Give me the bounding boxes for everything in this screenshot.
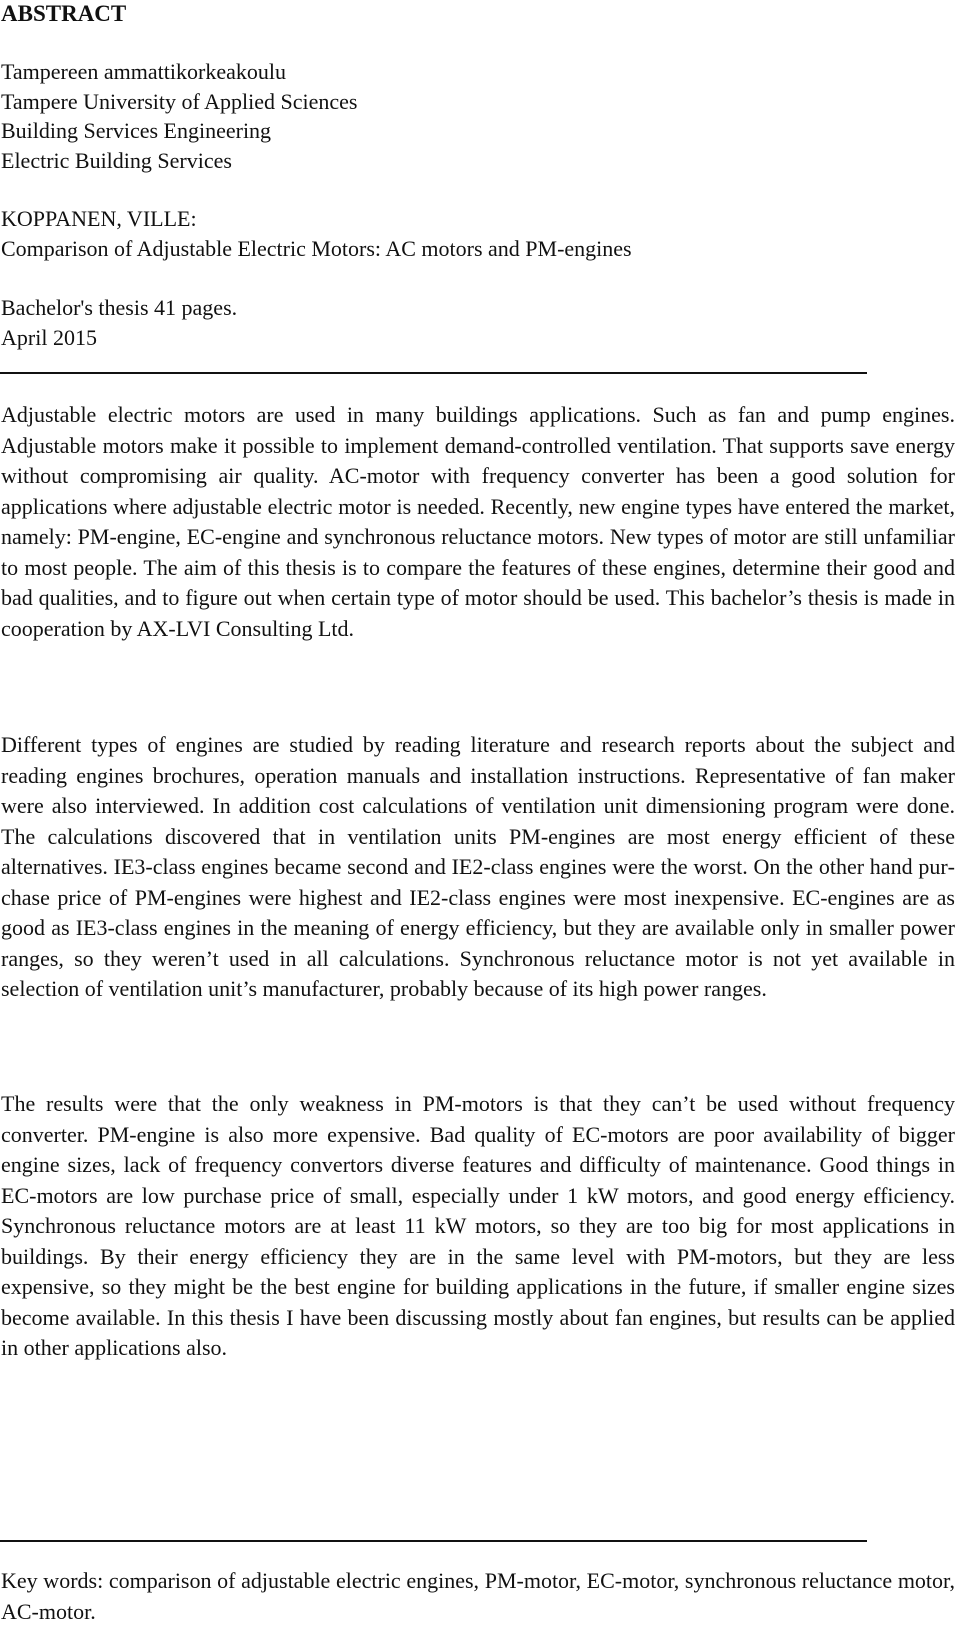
thesis-title: Comparison of Adjustable Electric Motors: AC motors and PM-engines bbox=[1, 235, 632, 261]
author-title-block bbox=[1, 204, 632, 263]
institution-name-en: Tampere University of Applied Sciences bbox=[1, 88, 358, 114]
institution-block bbox=[1, 57, 357, 175]
degree-programme: Building Services Engineering bbox=[1, 118, 272, 143]
option-name: Electric Building Services bbox=[1, 147, 232, 173]
institution-name-fi: Tampereen ammattikorkeakoulu bbox=[1, 59, 286, 84]
abstract-paragraph-1: Adjustable electric motors are used in many buildings applications. Such as fan and pump engines. Adjustable motors make it possible to implement demand-controlled ventilation. That supports save energy without compromising air quality. AC-motor with frequency converter has been a good solution for applications where adjustable electric motor is needed. Recently, new engine types have entered the market, namely: PM-engine, EC-engine and synchronous reluctance motors. New types of motor are still unfamiliar to most people. The aim of this thesis is to compare the features of these engines, determine their good and bad qualities, and to figure out when certain type of motor should be used. This bachelor’s thesis is made in cooperation by AX-LVI Consulting Ltd. bbox=[1, 402, 955, 641]
top-divider bbox=[0, 372, 867, 374]
keywords: Key words: comparison of adjustable electric engines, PM-motor, EC-motor, synchronous reluctance motor, AC-motor. bbox=[1, 1568, 955, 1624]
abstract-heading: ABSTRACT bbox=[1, 1, 127, 26]
bottom-divider bbox=[0, 1540, 867, 1542]
abstract-paragraph-2: Different types of engines are studied by reading literature and research reports about the subject and reading engines brochures, operation manuals and installation instructions. Representative of fan maker were also interviewed. In addition cost calculations of ventilation unit dimensioning program were done. The calculations discovered that in ventilation units PM-engines are most energy efficient of these alternatives. IE3-class engines became second and IE2-class engines were the worst. On the other hand purchase price of PM-engines were highest and IE2-class engines were most inexpensive. EC-engines are as good as IE3-class engines in the meaning of energy efficiency, but they are available only in smaller power ranges, so they weren’t used in all calculations. Synchronous reluctance motor is not yet available in selection of ventilation unit’s manufacturer, probably because of its high power ranges. bbox=[1, 732, 955, 1001]
author-name: KOPPANEN, VILLE: bbox=[1, 206, 197, 231]
thesis-date: April 2015 bbox=[1, 324, 97, 350]
abstract-paragraph-3: The results were that the only weakness in PM-motors is that they can’t be used without frequency converter. PM-engine is also more expensive. Bad quality of EC-motors are poor availability of bigger engine sizes, lack of frequency convertors diverse features and difficulty of maintenance. Good things in EC-motors are low purchase price of small, especially under 1 kW motors, and good energy efficiency. Synchronous reluctance motors are at least 11 kW motors, so they are too big for most applications in buildings. By their energy efficiency they are in the same level with PM-motors, but they are less expensive, so they might be the best engine for building applications in the future, if smaller engine sizes become available. In this thesis I have been discussing mostly about fan engines, but results can be applied in other applications also. bbox=[1, 1091, 955, 1360]
thesis-info-block bbox=[1, 293, 237, 352]
thesis-pages: Bachelor's thesis 41 pages. bbox=[1, 295, 238, 320]
